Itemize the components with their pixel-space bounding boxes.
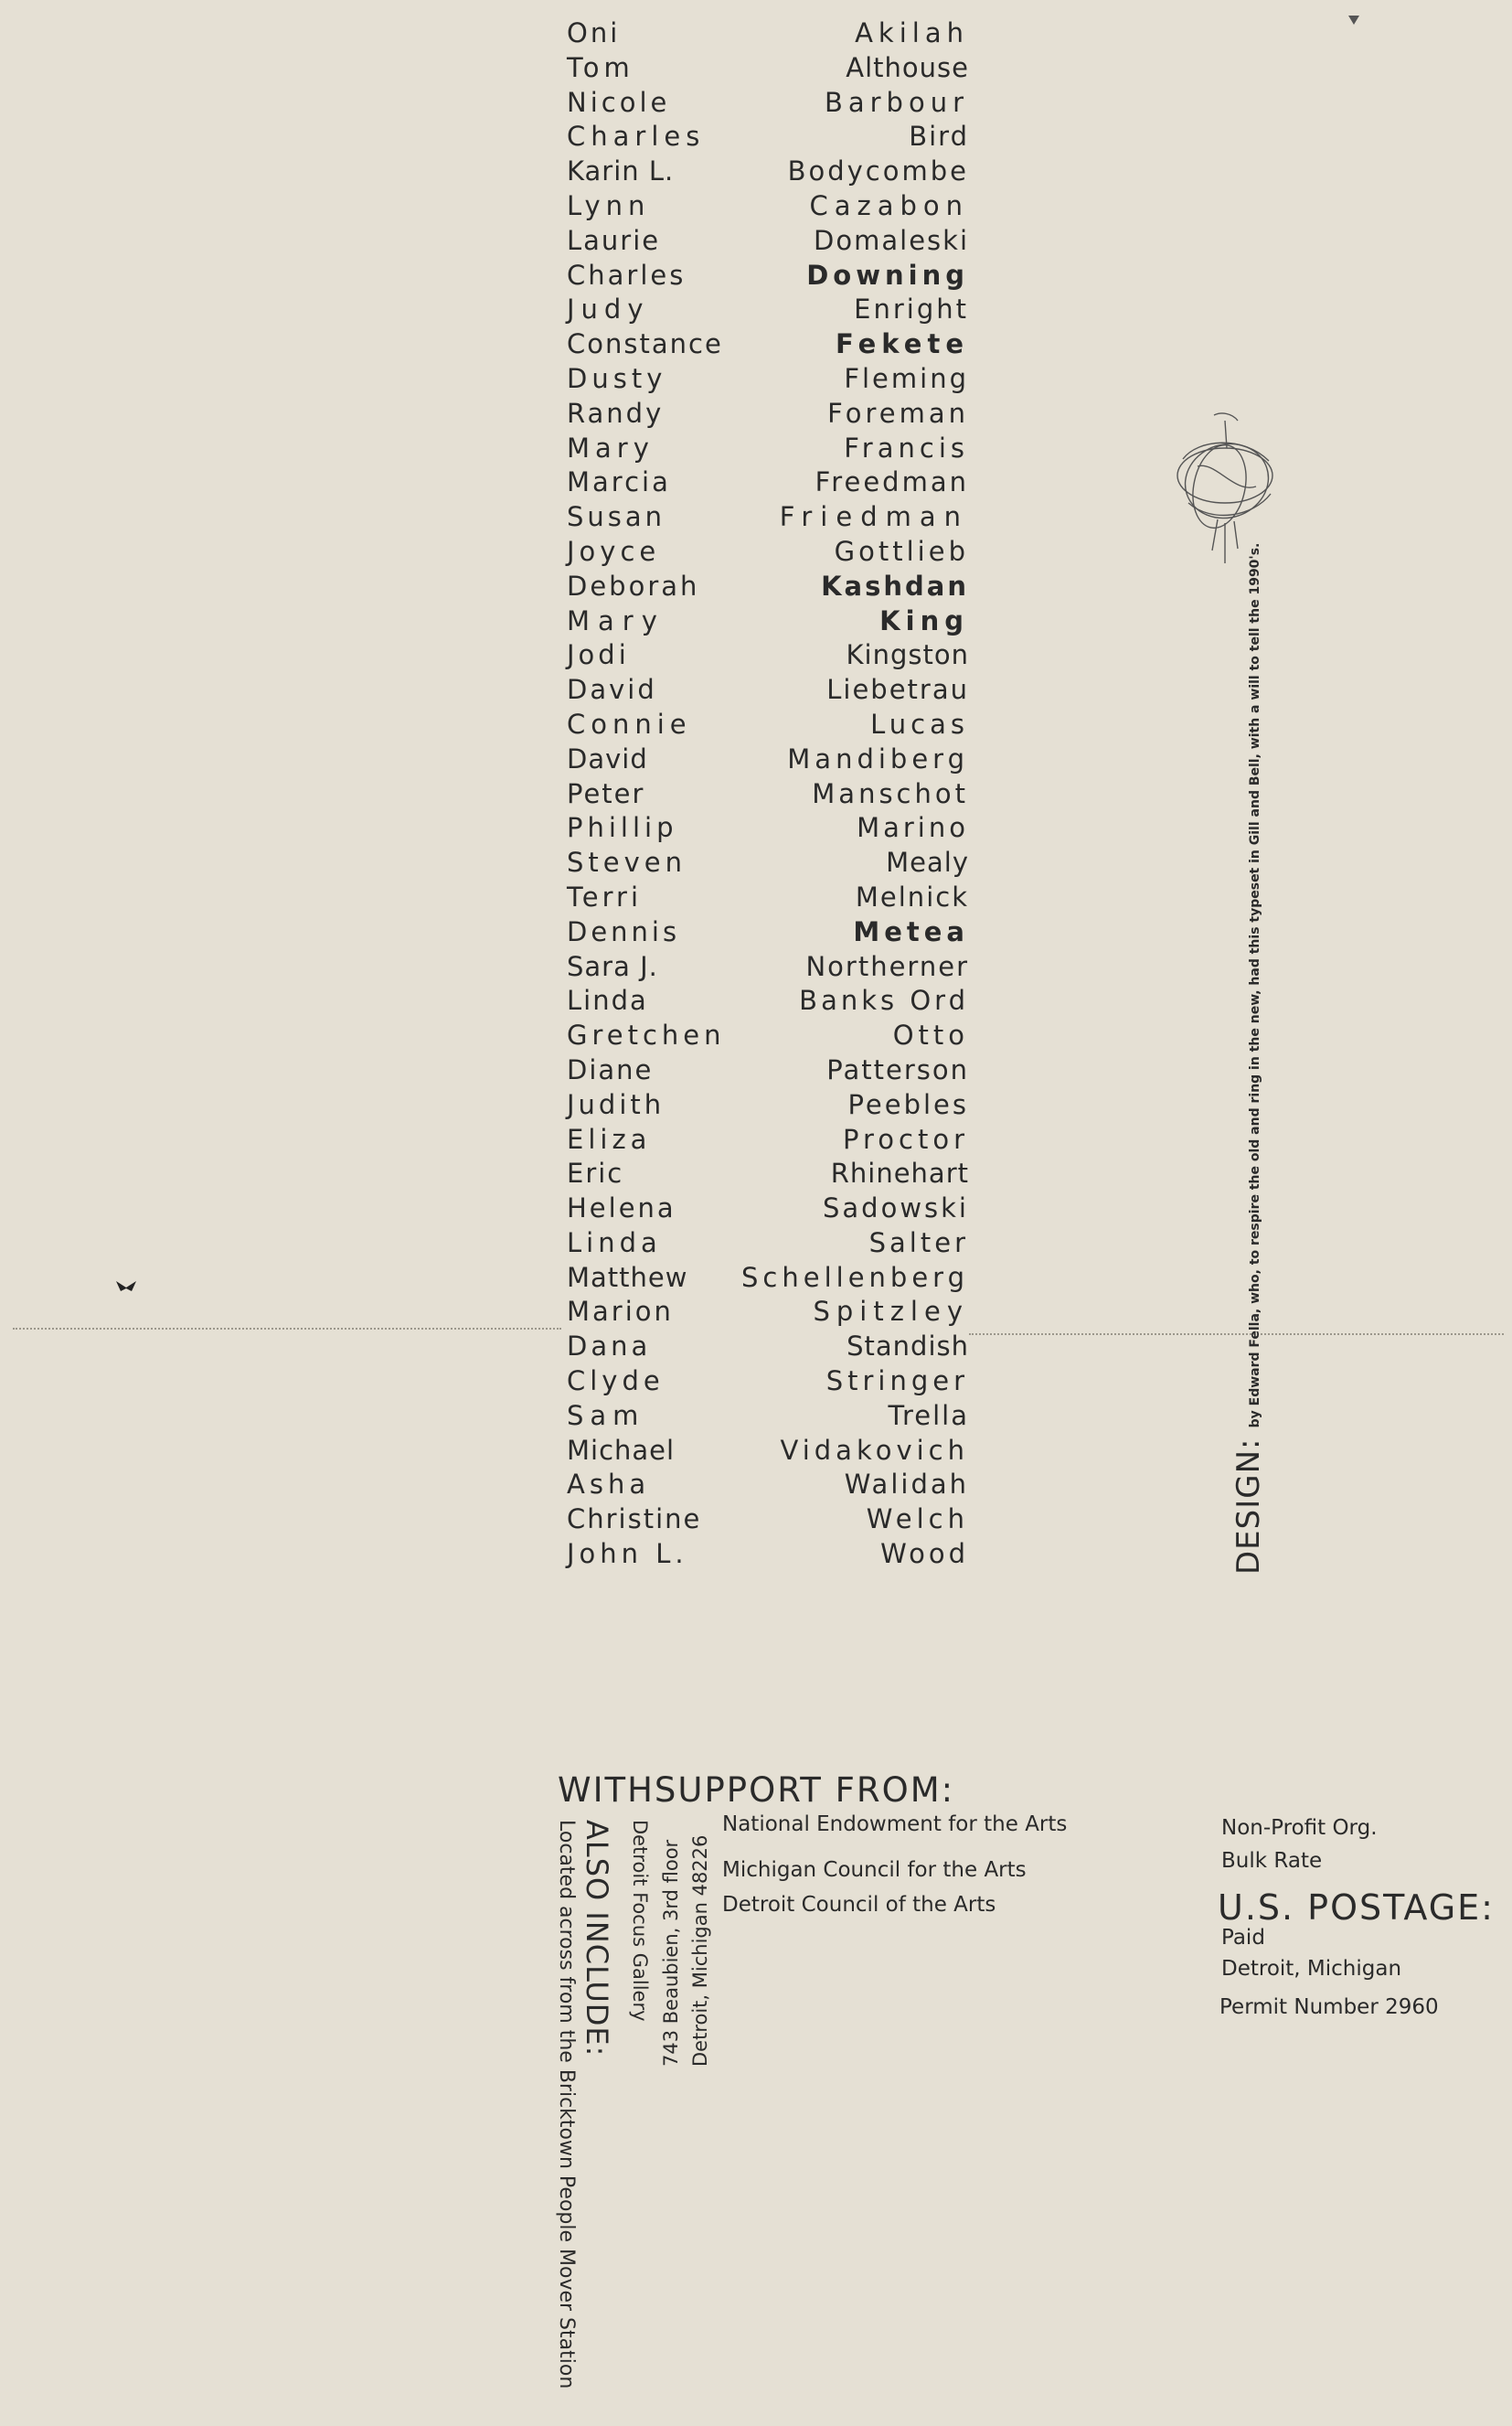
name-row	[558, 86, 969, 121]
first-name: John L.	[567, 1538, 688, 1570]
sponsor-nea: National Endowment for the Arts	[722, 1812, 1068, 1836]
name-row	[558, 293, 969, 327]
last-name: Otto	[892, 1020, 969, 1052]
first-name: Eliza	[567, 1123, 652, 1155]
last-name: Fleming	[844, 362, 969, 394]
name-row	[558, 397, 969, 432]
first-name: Peter	[567, 777, 645, 809]
name-row	[558, 1295, 969, 1330]
design-credit	[1230, 543, 1267, 1575]
first-name: Clyde	[567, 1365, 665, 1397]
gallery-name: Detroit Focus Gallery	[629, 1820, 651, 2022]
postal-paid: Paid	[1221, 1926, 1265, 1950]
first-name: Lynn	[567, 189, 651, 221]
name-row	[558, 1468, 969, 1502]
location-note: Located across from the Bricktown People Mover Station	[555, 1820, 578, 2389]
gallery-street: 743 Beaubien, 3rd floor	[660, 1839, 682, 2067]
last-name: Akilah	[855, 17, 969, 48]
name-row	[558, 189, 969, 224]
name-row	[558, 1434, 969, 1469]
bird-mark-icon	[115, 1278, 137, 1293]
last-name: Proctor	[843, 1123, 969, 1155]
last-name: Wood	[880, 1538, 969, 1570]
last-name: Enright	[854, 294, 969, 326]
last-name: Bird	[909, 121, 969, 153]
first-name: David	[567, 743, 648, 775]
first-name: Helena	[567, 1192, 676, 1224]
first-name: Linda	[567, 985, 648, 1017]
name-row	[558, 881, 969, 915]
first-name: Mary	[567, 604, 665, 636]
last-name: Fekete	[835, 328, 969, 360]
first-name: Michael	[567, 1434, 676, 1466]
name-row	[558, 120, 969, 155]
last-name: Stringer	[825, 1365, 969, 1397]
last-name: Standish	[847, 1331, 969, 1363]
last-name: Northerner	[805, 950, 969, 982]
first-name: Dana	[567, 1331, 652, 1363]
last-name: Metea	[853, 915, 969, 947]
first-name: Marion	[567, 1296, 674, 1328]
last-name: Friedman	[779, 501, 969, 533]
name-row	[558, 327, 969, 362]
postal-permit: Permit Number 2960	[1219, 1995, 1439, 2019]
first-name: Judith	[567, 1088, 665, 1120]
sponsor-michigan-council: Michigan Council for the Arts	[722, 1858, 1027, 1882]
name-row	[558, 224, 969, 259]
name-row	[558, 500, 969, 535]
name-row	[558, 1192, 969, 1226]
names-list	[558, 16, 969, 1572]
name-row	[558, 743, 969, 777]
last-name: Spitzley	[813, 1296, 969, 1328]
first-name: Matthew	[567, 1261, 688, 1293]
name-row	[558, 1019, 969, 1053]
first-name: David	[567, 674, 657, 706]
support-heading-support: SUPPORT FROM:	[654, 1770, 955, 1810]
last-name: Liebetrau	[826, 674, 969, 706]
last-name: Gottlieb	[834, 535, 969, 567]
last-name: Trella	[888, 1399, 969, 1431]
last-name: Lucas	[870, 708, 969, 740]
first-name: Steven	[567, 847, 687, 879]
last-name: Mealy	[886, 847, 969, 879]
first-name: Tom	[567, 51, 634, 83]
last-name: Foreman	[827, 397, 969, 429]
first-name: Randy	[567, 397, 665, 429]
first-name: Diane	[567, 1053, 654, 1085]
last-name: Salter	[868, 1226, 969, 1258]
last-name: Mandiberg	[787, 743, 969, 775]
support-heading-with: WITH	[558, 1770, 655, 1810]
first-name: Oni	[567, 17, 621, 48]
name-row	[558, 1157, 969, 1192]
name-row	[558, 708, 969, 743]
last-name: Schellenberg	[741, 1261, 969, 1293]
name-row	[558, 984, 969, 1019]
postal-location: Detroit, Michigan	[1221, 1957, 1402, 1981]
last-name: Melnick	[855, 881, 969, 913]
last-name: Vidakovich	[780, 1434, 969, 1466]
gallery-city: Detroit, Michigan 48226	[689, 1834, 711, 2067]
last-name: Manschot	[812, 777, 969, 809]
name-row	[558, 1399, 969, 1434]
last-name: Cazabon	[809, 189, 969, 221]
name-row	[558, 51, 969, 86]
first-name: Susan	[567, 501, 666, 533]
last-name: Kashdan	[821, 570, 969, 602]
name-row	[558, 777, 969, 812]
name-row	[558, 465, 969, 500]
name-row	[558, 1330, 969, 1364]
postal-org: Non-Profit Org.	[1221, 1816, 1378, 1840]
triangle-mark-icon	[1347, 15, 1360, 26]
first-name: Terri	[567, 881, 643, 913]
first-name: Laurie	[567, 224, 661, 256]
last-name: Sadowski	[822, 1192, 969, 1224]
last-name: King	[879, 604, 969, 636]
first-name: Dusty	[567, 362, 667, 394]
postal-postage: U.S. POSTAGE:	[1218, 1887, 1495, 1928]
first-name: Mary	[567, 432, 655, 464]
first-name: Sara J.	[567, 950, 658, 982]
last-name: Banks Ord	[799, 985, 969, 1017]
first-name: Joyce	[567, 535, 661, 567]
first-name: Connie	[567, 708, 692, 740]
last-name: Rhinehart	[830, 1158, 969, 1190]
name-row	[558, 1502, 969, 1537]
first-name: Gretchen	[567, 1020, 726, 1052]
first-name: Nicole	[567, 86, 671, 118]
last-name: Althouse	[846, 51, 969, 83]
first-name: Constance	[567, 328, 723, 360]
name-row	[558, 950, 969, 985]
first-name: Linda	[567, 1226, 662, 1258]
last-name: Walidah	[844, 1469, 969, 1501]
name-row	[558, 432, 969, 466]
name-row	[558, 1123, 969, 1158]
last-name: Barbour	[824, 86, 969, 118]
first-name: Phillip	[567, 812, 678, 844]
first-name: Charles	[567, 121, 706, 153]
name-row	[558, 362, 969, 397]
last-name: Bodycombe	[787, 155, 969, 187]
name-row	[558, 259, 969, 294]
name-row	[558, 1537, 969, 1572]
name-row	[558, 1226, 969, 1261]
last-name: Domaleski	[814, 224, 969, 256]
postal-rate: Bulk Rate	[1221, 1849, 1323, 1873]
name-row	[558, 604, 969, 639]
first-name: Judy	[567, 294, 650, 326]
last-name: Downing	[806, 259, 969, 291]
name-row	[558, 811, 969, 846]
support-heading	[558, 1770, 954, 1810]
name-row	[558, 535, 969, 570]
first-name: Marcia	[567, 466, 671, 498]
name-row	[558, 1053, 969, 1088]
last-name: Francis	[844, 432, 969, 464]
last-name: Marino	[857, 812, 969, 844]
last-name: Freedman	[815, 466, 969, 498]
last-name: Kingston	[846, 639, 969, 671]
first-name: Sam	[567, 1399, 645, 1431]
name-row	[558, 1088, 969, 1123]
last-name: Patterson	[826, 1053, 969, 1085]
name-row	[558, 1261, 969, 1296]
first-name: Charles	[567, 259, 687, 291]
first-name: Karin L.	[567, 155, 675, 187]
cut-line-left	[13, 1328, 561, 1330]
also-include-heading: ALSO INCLUDE:	[580, 1820, 614, 2057]
first-name: Jodi	[567, 639, 630, 671]
name-row	[558, 155, 969, 189]
first-name: Christine	[567, 1503, 702, 1535]
name-row	[558, 673, 969, 708]
sponsor-detroit-council: Detroit Council of the Arts	[722, 1893, 996, 1917]
first-name: Deborah	[567, 570, 700, 602]
first-name: Dennis	[567, 915, 681, 947]
design-heading: DESIGN:	[1230, 1437, 1267, 1575]
name-row	[558, 846, 969, 881]
name-row	[558, 570, 969, 604]
design-credit-text: by Edward Fella, who, to respire the old and ring in the new, had this typeset in Gill and Bell, with a will to tell the 1990's.	[1248, 542, 1262, 1428]
name-row	[558, 1364, 969, 1399]
name-row	[558, 638, 969, 673]
first-name: Asha	[567, 1469, 651, 1501]
name-row	[558, 16, 969, 51]
name-row	[558, 915, 969, 950]
first-name: Eric	[567, 1158, 624, 1190]
last-name: Peebles	[847, 1088, 969, 1120]
last-name: Welch	[866, 1503, 969, 1535]
